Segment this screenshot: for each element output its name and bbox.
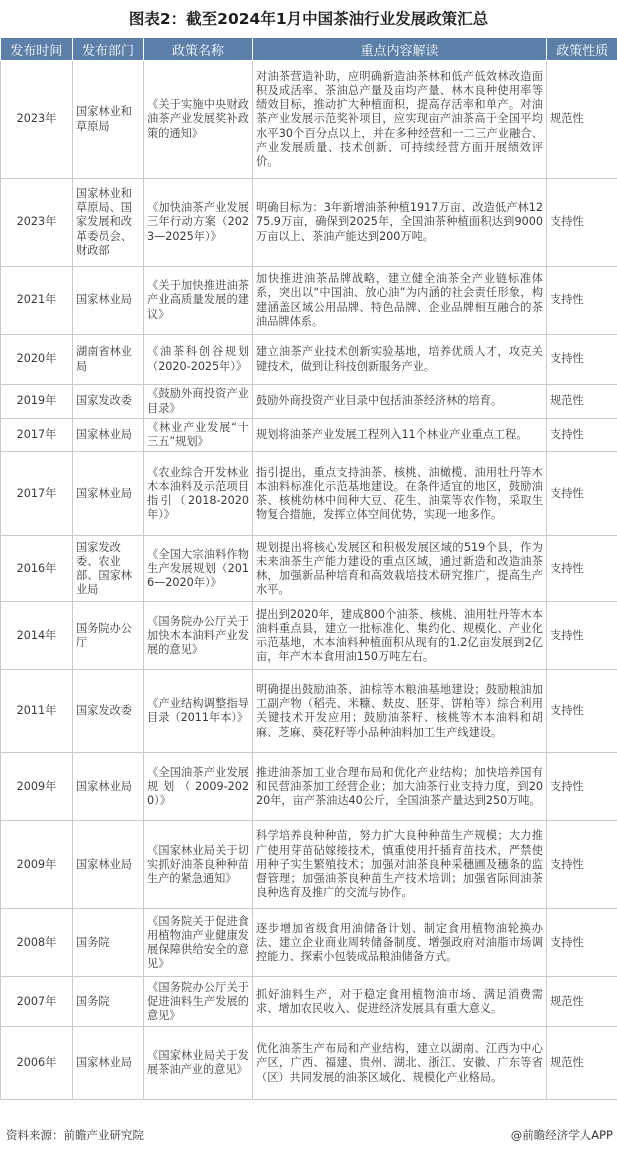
cell-content: 科学培养良种种苗，努力扩大良种种苗生产规模；大力推广使用芽苗砧嫁接技术，慎重使用扦插育苗技术，严禁使用种子实生繁殖技术；加强对油茶良种采穗圃及穗条的监督管理；加强油茶良种苗生产技术培训；加强省际间油茶良种选育及推广的交流与协作。 xyxy=(253,821,547,909)
table-row xyxy=(1,977,617,1027)
cell-dept: 国务院 xyxy=(73,977,144,1027)
table-row xyxy=(1,909,617,977)
table-row xyxy=(1,602,617,670)
cell-type: 支持性 xyxy=(547,536,617,602)
cell-policy-name: 《国务院关于促进食用植物油产业健康发展保障供给安全的意见》 xyxy=(144,909,253,977)
cell-dept: 国家林业和草原局、国家发展和改革委员会、财政部 xyxy=(73,179,144,267)
table-row xyxy=(1,267,617,335)
header-key-content: 重点内容解读 xyxy=(253,38,547,61)
header-policy-type: 政策性质 xyxy=(547,38,617,61)
cell-year: 2020年 xyxy=(1,335,73,385)
cell-dept: 国家林业局 xyxy=(73,1027,144,1100)
cell-policy-name: 《加快油茶产业发展三年行动方案（2023—2025年）》 xyxy=(144,179,253,267)
table-row xyxy=(1,419,617,452)
cell-policy-name: 《国家林业局关于切实抓好油茶良种种苗生产的紧急通知》 xyxy=(144,821,253,909)
cell-content: 明确提出鼓励油茶、油棕等木粮油基地建设；鼓励粮油加工副产物（稻壳、米糠、麸皮、胚芽、饼粕等）综合利用关键技术开发应用；鼓励油茶籽、核桃等木本油料和胡麻、芝麻、葵花籽等小品种油料加工生产线建设。 xyxy=(253,670,547,753)
policy-table xyxy=(0,38,617,1100)
header-policy-name: 政策名称 xyxy=(144,38,253,61)
table-row xyxy=(1,1027,617,1100)
cell-type: 规范性 xyxy=(547,977,617,1027)
table-row xyxy=(1,753,617,821)
cell-year: 2008年 xyxy=(1,909,73,977)
cell-type: 支持性 xyxy=(547,670,617,753)
header-publish-time: 发布时间 xyxy=(1,38,73,61)
cell-dept: 国家林业局 xyxy=(73,267,144,335)
cell-content: 建立油茶产业技术创新实验基地，培养优质人才，攻克关键技术，做到让科技创新服务产业。 xyxy=(253,335,547,385)
cell-dept: 国家林业和草原局 xyxy=(73,61,144,179)
table-row xyxy=(1,670,617,753)
cell-type: 支持性 xyxy=(547,452,617,536)
cell-content: 逐步增加省级食用油储备计划、制定食用植物油轮换办法、建立企业商业周转储备制度、增强政府对油脂市场调控能力、探索小包装成品粮油储备方式。 xyxy=(253,909,547,977)
cell-type: 支持性 xyxy=(547,753,617,821)
cell-content: 加快推进油茶品牌战略，建立健全油茶全产业链标准体系，突出以“中国油、放心油”为内涵的社会责任形象，构建涵盖区域公用品牌、特色品牌、企业品牌相互融合的茶油品牌体系。 xyxy=(253,267,547,335)
cell-content: 提出到2020年，建成800个油茶、核桃、油用牡丹等木本油料重点县，建立一批标准化、集约化、规模化、产业化示范基地，木本油料种植面积从现有的1.2亿亩发展到2亿亩，年产木本食用油150万吨左右。 xyxy=(253,602,547,670)
cell-year: 2007年 xyxy=(1,977,73,1027)
cell-type: 规范性 xyxy=(547,385,617,419)
cell-year: 2014年 xyxy=(1,602,73,670)
cell-policy-name: 《全国大宗油料作物生产发展规划（2016—2020年）》 xyxy=(144,536,253,602)
table-row xyxy=(1,821,617,909)
cell-year: 2021年 xyxy=(1,267,73,335)
cell-type: 支持性 xyxy=(547,179,617,267)
cell-type: 支持性 xyxy=(547,267,617,335)
cell-year: 2019年 xyxy=(1,385,73,419)
cell-policy-name: 《全国油茶产业发展规划（2009-2020）》 xyxy=(144,753,253,821)
cell-policy-name: 《产业结构调整指导目录（2011年本）》 xyxy=(144,670,253,753)
cell-dept: 国务院 xyxy=(73,909,144,977)
cell-policy-name: 《林业产业发展“十三五”规划》 xyxy=(144,419,253,452)
cell-year: 2009年 xyxy=(1,821,73,909)
cell-type: 规范性 xyxy=(547,1027,617,1100)
cell-dept: 国家发改委、农业部、国家林业局 xyxy=(73,536,144,602)
cell-content: 规划提出将核心发展区和积极发展区域的519个县，作为未来油茶生产能力建设的重点区域，通过新造和改造油茶林，加强新品种培育和高效栽培技术研究推广，提高生产水平。 xyxy=(253,536,547,602)
cell-type: 支持性 xyxy=(547,419,617,452)
cell-policy-name: 《关于实施中央财政油茶产业发展奖补政策的通知》 xyxy=(144,61,253,179)
cell-policy-name: 《鼓励外商投资产业目录》 xyxy=(144,385,253,419)
cell-policy-name: 《国家林业局关于发展茶油产业的意见》 xyxy=(144,1027,253,1100)
cell-type: 支持性 xyxy=(547,909,617,977)
cell-content: 优化油茶生产布局和产业结构，建立以湖南、江西为中心产区，广西、福建、贵州、湖北、浙江、安徽、广东等省（区）共同发展的油茶区域化、规模化产业格局。 xyxy=(253,1027,547,1100)
cell-year: 2006年 xyxy=(1,1027,73,1100)
table-row xyxy=(1,179,617,267)
cell-content: 指引提出，重点支持油茶、核桃、油橄榄、油用牡丹等木本油料标准化示范基地建设。在条件适宜的地区，鼓励油茶、核桃幼林中间种大豆、花生、油菜等农作物，采取生物复合措施，发挥立体空间优势，实现一地多作。 xyxy=(253,452,547,536)
cell-policy-name: 《国务院办公厅关于加快木本油料产业发展的意见》 xyxy=(144,602,253,670)
cell-type: 支持性 xyxy=(547,602,617,670)
table-row xyxy=(1,335,617,385)
cell-type: 支持性 xyxy=(547,821,617,909)
cell-content: 对油茶营造补助，应明确新造油茶林和低产低效林改造面积及成活率、茶油总产量及亩均产量、林木良种使用率等绩效目标，推动扩大种植面积，提高存活率和单产。对油茶产业发展示范奖补项目，应实现亩产油茶高于全国平均水平30个百分点以上，并在多种经营和一二三产业融合、产业发展质量、技术创新、可持续经营方面开展绩效评价。 xyxy=(253,61,547,179)
brand-credit: @前瞻经济学人APP xyxy=(510,1128,613,1142)
table-row xyxy=(1,385,617,419)
cell-year: 2017年 xyxy=(1,419,73,452)
cell-year: 2023年 xyxy=(1,61,73,179)
cell-dept: 湖南省林业局 xyxy=(73,335,144,385)
cell-year: 2009年 xyxy=(1,753,73,821)
cell-content: 鼓励外商投资产业目录中包括油茶经济林的培育。 xyxy=(253,385,547,419)
cell-content: 推进油茶加工业合理布局和优化产业结构；加快培养国有和民营油茶加工经营企业；加大油茶行业支持力度，到2020年，亩产茶油达40公斤，全国油茶产量达到250万吨。 xyxy=(253,753,547,821)
cell-type: 规范性 xyxy=(547,61,617,179)
header-publish-dept: 发布部门 xyxy=(73,38,144,61)
cell-policy-name: 《农业综合开发林业木本油料及示范项目指引（2018-2020年）》 xyxy=(144,452,253,536)
cell-year: 2016年 xyxy=(1,536,73,602)
cell-content: 明确目标为：3年新增油茶种植1917万亩、改造低产林1275.9万亩，确保到2025年，全国油茶种植面积达到9000万亩以上、茶油产能达到200万吨。 xyxy=(253,179,547,267)
cell-type: 支持性 xyxy=(547,335,617,385)
source-note: 资料来源：前瞻产业研究院 xyxy=(6,1128,144,1142)
cell-content: 规划将油茶产业发展工程列入11个林业产业重点工程。 xyxy=(253,419,547,452)
table-row xyxy=(1,61,617,179)
cell-dept: 国家发改委 xyxy=(73,385,144,419)
cell-policy-name: 《油茶科创谷规划（2020-2025年）》 xyxy=(144,335,253,385)
cell-policy-name: 《关于加快推进油茶产业高质量发展的建议》 xyxy=(144,267,253,335)
cell-dept: 国家林业局 xyxy=(73,452,144,536)
cell-dept: 国家林业局 xyxy=(73,419,144,452)
cell-year: 2011年 xyxy=(1,670,73,753)
cell-year: 2017年 xyxy=(1,452,73,536)
cell-content: 抓好油料生产，对于稳定食用植物油市场、满足消费需求、增加农民收入、促进经济发展具有重大意义。 xyxy=(253,977,547,1027)
table-header-row xyxy=(1,38,617,61)
table-row xyxy=(1,536,617,602)
cell-dept: 国家发改委 xyxy=(73,670,144,753)
cell-dept: 国务院办公厅 xyxy=(73,602,144,670)
cell-dept: 国家林业局 xyxy=(73,753,144,821)
cell-policy-name: 《国务院办公厅关于促进油料生产发展的意见》 xyxy=(144,977,253,1027)
cell-year: 2023年 xyxy=(1,179,73,267)
table-row xyxy=(1,452,617,536)
cell-dept: 国家林业局 xyxy=(73,821,144,909)
page-title: 图表2：截至2024年1月中国茶油行业发展政策汇总 xyxy=(128,10,489,28)
